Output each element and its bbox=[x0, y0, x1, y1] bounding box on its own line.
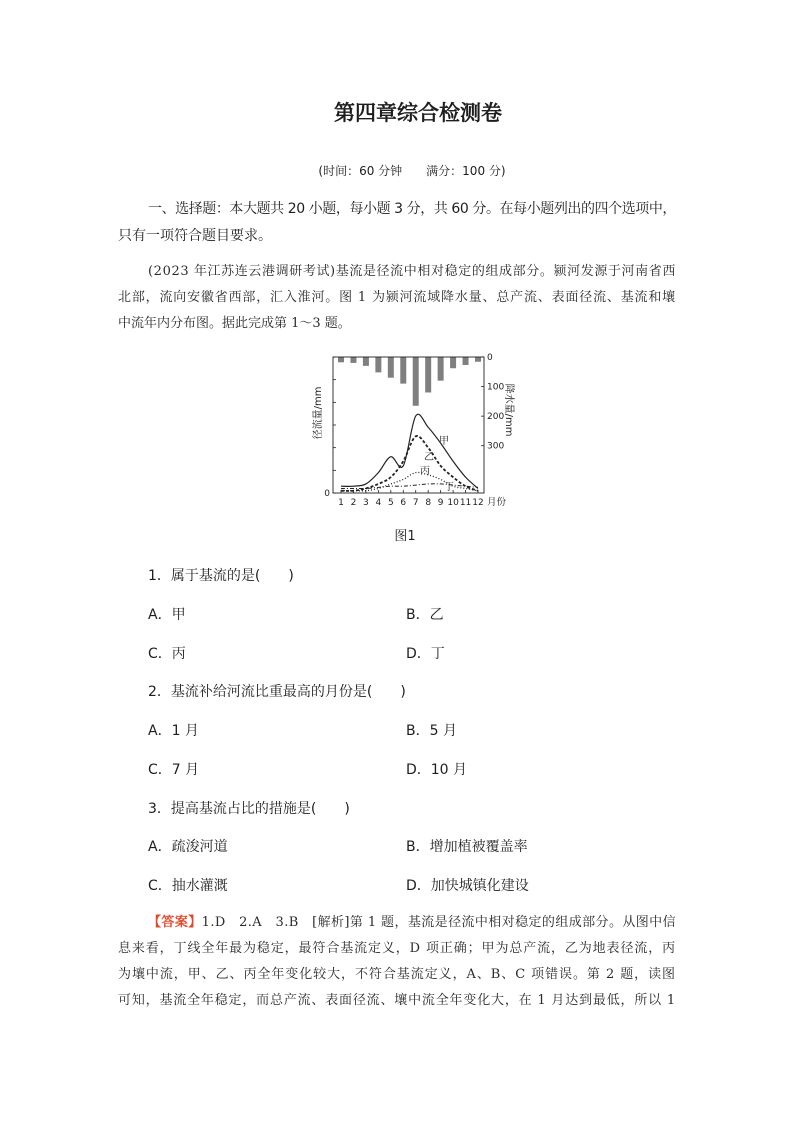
series-label-4: 丁 bbox=[444, 482, 454, 493]
y-right-tick-label: 200 bbox=[487, 412, 505, 423]
precip-bar-1 bbox=[338, 357, 344, 362]
x-tick-label: 9 bbox=[437, 498, 444, 508]
y-right-tick-label: 100 bbox=[487, 382, 505, 393]
question-text: 3．提高基流占比的措施是( ) bbox=[148, 800, 350, 817]
exam-time-score: (时间：60 分钟 满分：100 分) bbox=[318, 164, 506, 178]
option-b: B．增加植被覆盖率 bbox=[406, 839, 528, 856]
series-line-1 bbox=[341, 414, 478, 488]
x-tick-label: 5 bbox=[387, 498, 394, 508]
stem-line: 中流年内分布图。据此完成第 1～3 题。 bbox=[118, 316, 351, 331]
section-line: 只有一项符合题目要求。 bbox=[118, 228, 272, 244]
x-tick-label: 6 bbox=[400, 498, 407, 508]
precip-bar-12 bbox=[475, 357, 481, 362]
precip-bar-3 bbox=[363, 357, 369, 366]
series-label-2: 乙 bbox=[424, 452, 434, 463]
question-stem-material bbox=[118, 259, 676, 337]
question-text: 2．基流补给河流比重最高的月份是( ) bbox=[148, 684, 406, 701]
precip-bar-8 bbox=[425, 357, 431, 392]
answer-line: 可知，基流全年稳定，而总产流、表面径流、壤中流全年变化大，在 1 月达到最低，所以 1 bbox=[118, 993, 676, 1008]
option-c: C．抽水灌溉 bbox=[148, 878, 228, 894]
stem-line: (2023 年江苏连云港调研考试)基流是径流中相对稳定的组成部分。颍河发源于河南省西 bbox=[148, 264, 676, 279]
x-tick-label: 1 bbox=[338, 498, 344, 508]
series-label-1: 甲 bbox=[439, 436, 449, 447]
x-axis-title: 月份 bbox=[487, 497, 507, 508]
option-row bbox=[118, 605, 676, 644]
question-3 bbox=[118, 799, 676, 838]
answer-tag: 【答案】 bbox=[148, 915, 202, 930]
answer-line: 为壤中流，甲、乙、丙全年变化较大，不符合基流定义，A、B、C 项错误。第 2 题，读图 bbox=[118, 967, 676, 982]
precip-bar-4 bbox=[375, 357, 381, 372]
answer-explanation bbox=[118, 910, 676, 1014]
option-a: A．1 月 bbox=[148, 723, 199, 739]
series-label-3: 丙 bbox=[420, 466, 430, 477]
x-tick-label: 10 bbox=[447, 498, 459, 508]
precip-bar-5 bbox=[388, 357, 394, 378]
precip-bar-10 bbox=[450, 357, 456, 368]
y-right-axis-title: 降水量/mm bbox=[503, 383, 514, 437]
runoff-precipitation-chart bbox=[300, 345, 520, 515]
option-a: A．甲 bbox=[148, 606, 186, 623]
option-d: D．10 月 bbox=[406, 761, 468, 778]
option-row bbox=[118, 876, 676, 915]
x-tick-label: 3 bbox=[363, 498, 369, 508]
option-c: C．7 月 bbox=[148, 761, 200, 778]
option-c: C．丙 bbox=[148, 645, 186, 662]
precip-bar-7 bbox=[413, 357, 419, 406]
option-a: A．疏浚河道 bbox=[148, 839, 228, 856]
option-row bbox=[118, 760, 676, 799]
x-tick-label: 8 bbox=[425, 498, 432, 508]
y-left-axis-title: 径流量/mm bbox=[313, 386, 324, 440]
precip-bar-9 bbox=[438, 357, 444, 381]
y-left-tick-label: 0 bbox=[324, 489, 330, 499]
page-title: 第四章综合检测卷 bbox=[334, 101, 502, 125]
precip-bar-6 bbox=[400, 357, 406, 384]
x-tick-label: 2 bbox=[350, 498, 357, 508]
option-row bbox=[118, 644, 676, 683]
precip-bar-11 bbox=[463, 357, 469, 365]
precip-bar-2 bbox=[350, 357, 356, 363]
y-right-tick-label: 300 bbox=[487, 441, 505, 452]
option-row bbox=[118, 837, 676, 876]
question-1 bbox=[118, 566, 676, 605]
option-d: D．丁 bbox=[406, 645, 445, 662]
option-row bbox=[118, 721, 676, 760]
question-list bbox=[118, 566, 676, 915]
figure-caption: 图1 bbox=[394, 529, 416, 544]
stem-line: 北部，流向安徽省西部，汇入淮河。图 1 为颍河流域降水量、总产流、表面径流、基流和壤 bbox=[118, 290, 676, 305]
x-tick-label: 7 bbox=[412, 498, 419, 508]
x-tick-label: 11 bbox=[459, 498, 472, 508]
option-b: B．乙 bbox=[406, 606, 444, 623]
answer-line bbox=[148, 910, 676, 936]
answer-text: 1.D 2.A 3.B [解析]第 1 题，基流是径流中相对稳定的组成部分。从图中信 bbox=[201, 915, 676, 930]
y-right-tick-label: 0 bbox=[487, 353, 493, 363]
answer-line: 息来看，丁线全年最为稳定，最符合基流定义，D 项正确；甲为总产流，乙为地表径流，丙 bbox=[118, 941, 676, 956]
option-d: D．加快城镇化建设 bbox=[406, 878, 529, 894]
x-tick-label: 12 bbox=[472, 498, 484, 508]
option-b: B．5 月 bbox=[406, 723, 457, 739]
series-line-2 bbox=[341, 436, 478, 491]
x-tick-label: 4 bbox=[375, 498, 382, 508]
section-line: 一、选择题：本大题共 20 小题，每小题 3 分，共 60 分。在每小题列出的四个选项中， bbox=[148, 201, 676, 217]
question-text: 1．属于基流的是( ) bbox=[148, 568, 294, 584]
section-instructions bbox=[118, 196, 676, 250]
question-2 bbox=[118, 682, 676, 721]
